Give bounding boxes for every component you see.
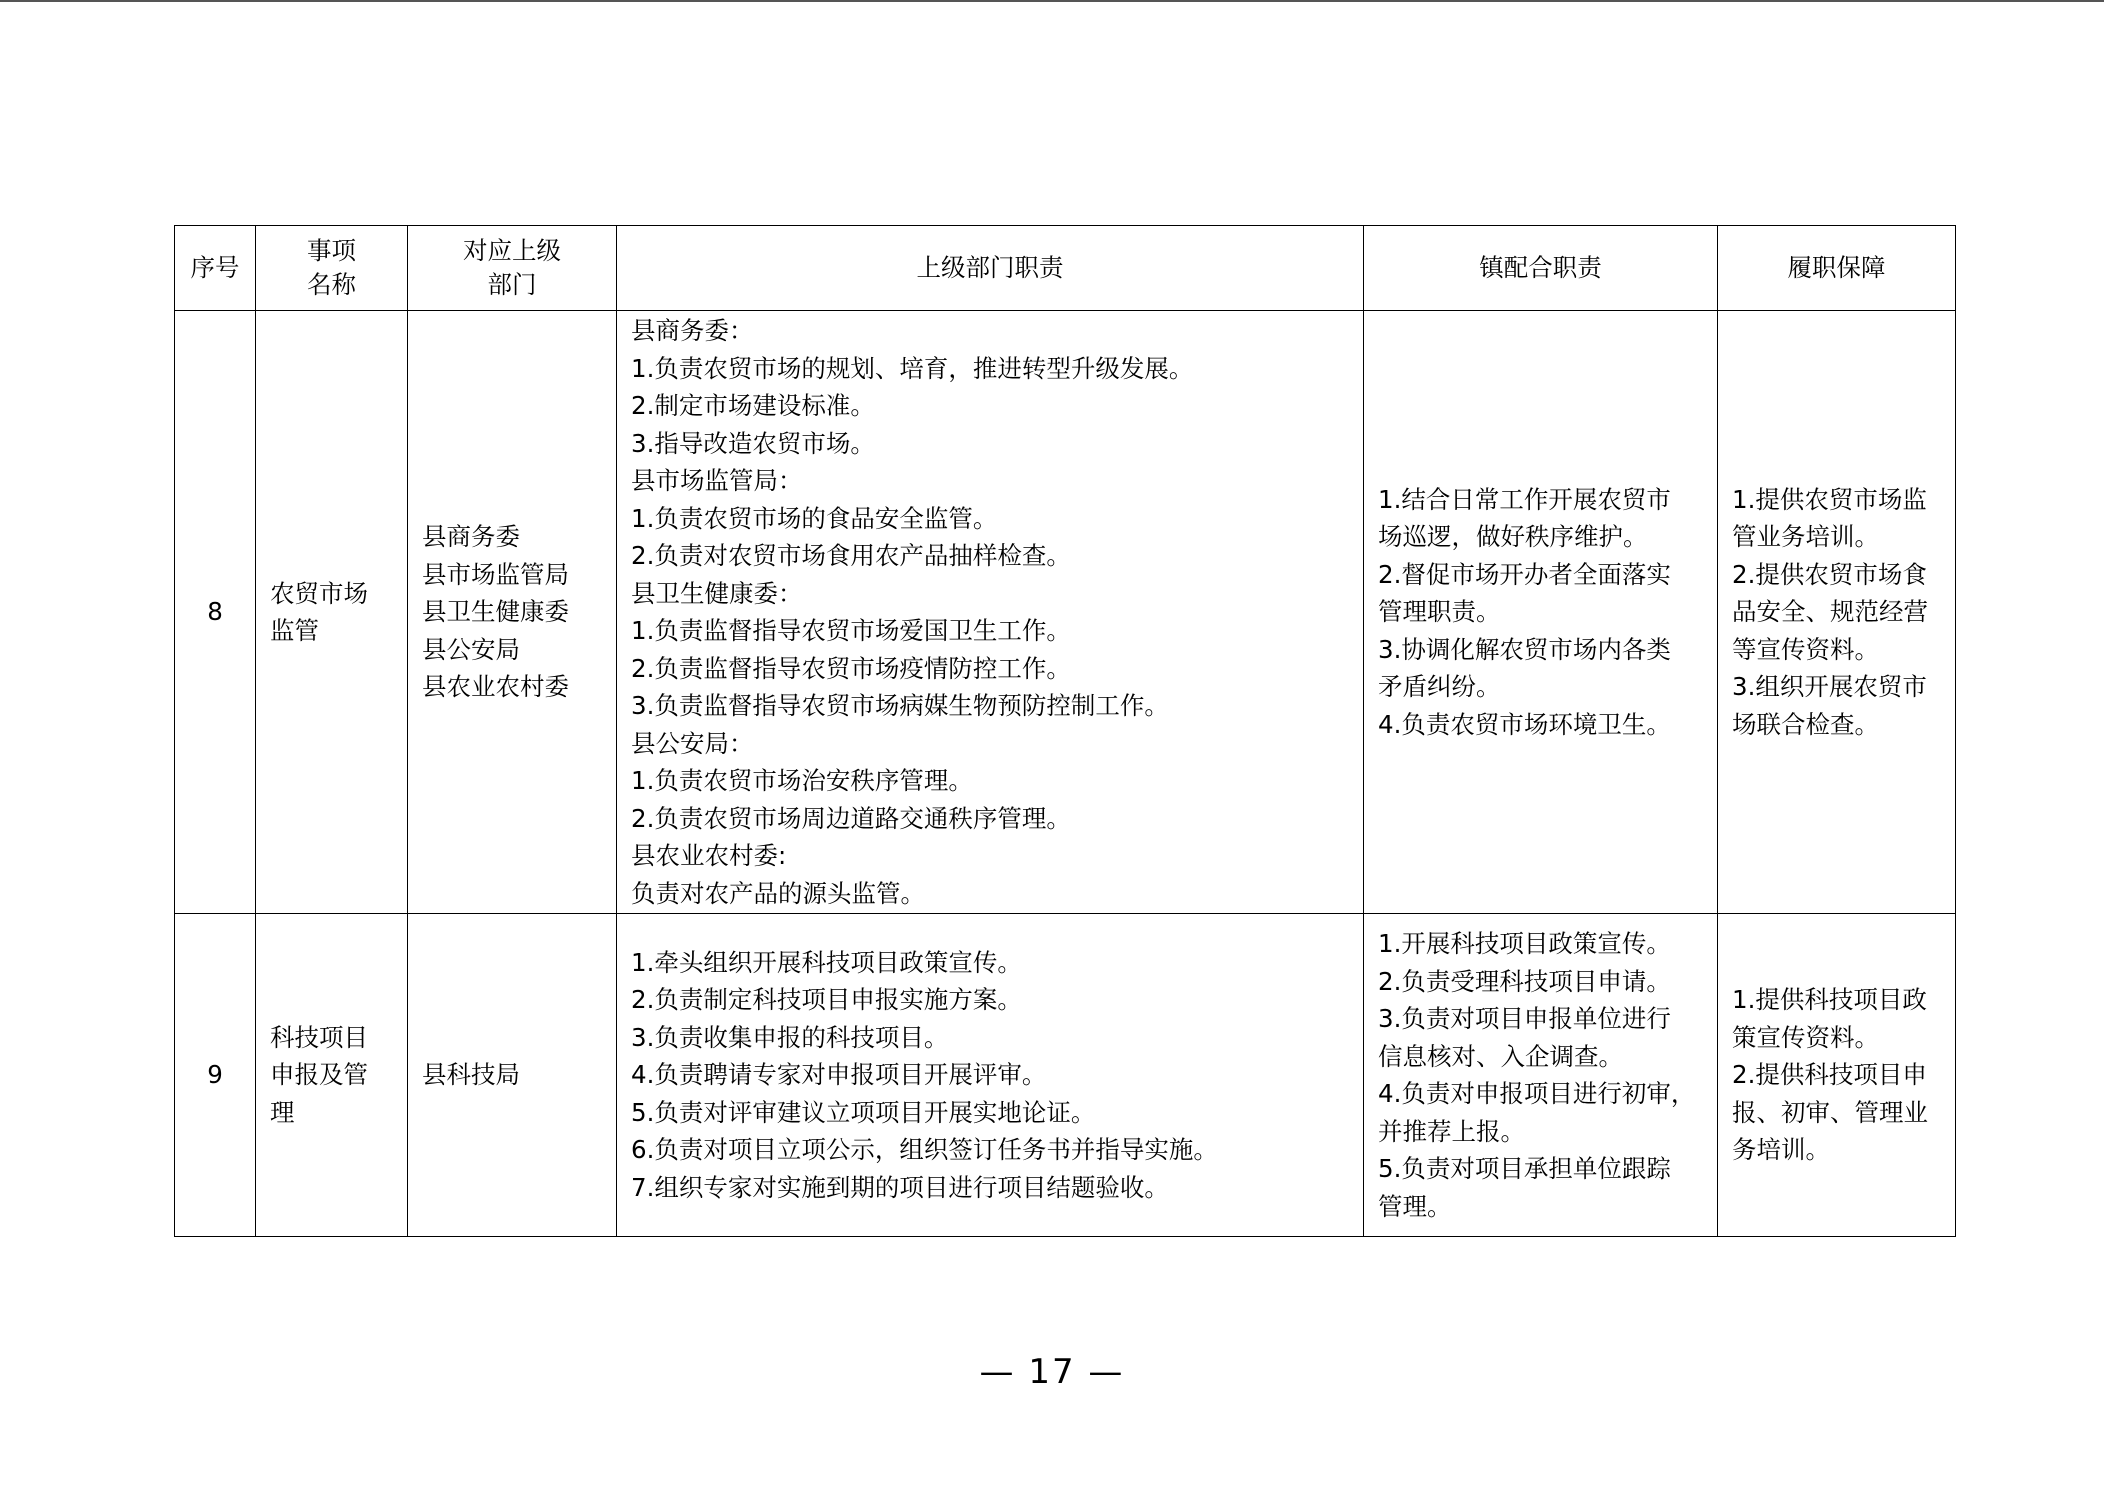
header-superior-dept [408,226,617,311]
cell-line: 县卫生健康委 [422,597,569,627]
cell-line: 场联合检查。 [1732,709,1879,739]
cell-line: 管业务培训。 [1732,522,1879,552]
table-header-row [175,226,1956,311]
cell-line: 1.牵头组织开展科技项目政策宣传。 [631,947,1022,977]
item-name-cell [256,311,408,914]
cell-line: 1.负责监督指导农贸市场爱国卫生工作。 [631,616,1071,645]
cell-line: 县农业农村委: [631,841,787,870]
cell-line: 2.制定市场建设标准。 [631,391,875,420]
cell-line: 3.负责对项目申报单位进行 [1378,1004,1671,1033]
header-town-duties [1364,226,1718,311]
cell-line: 场巡逻，做好秩序维护。 [1378,522,1648,552]
cell-line: 品安全、规范经营 [1732,597,1928,627]
cell-line: 履职保障 [1787,253,1886,282]
cell-line: 4.负责聘请专家对申报项目开展评审。 [631,1060,1047,1090]
cell-line: 矛盾纠纷。 [1378,672,1501,702]
cell-line: 1.结合日常工作开展农贸市 [1378,484,1671,514]
row-index-cell: 8 [175,311,256,914]
cell-line: 5.负责对评审建议立项项目开展实地论证。 [631,1097,1096,1127]
cell-line: 事项 [307,236,356,265]
cell-line: 1.负责农贸市场治安秩序管理。 [631,766,973,795]
superior-duties-cell [617,914,1364,1237]
cell-line: 3.指导改造农贸市场。 [631,428,875,458]
cell-line: 序号 [190,253,240,282]
header-guarantee [1718,226,1956,311]
cell-line: 报、初审、管理业 [1732,1097,1928,1127]
town-duties-cell [1364,914,1718,1237]
header-superior-duties [617,226,1364,311]
cell-line: 对应上级 [463,236,561,265]
item-name-cell [256,914,408,1237]
cell-line: 2.督促市场开办者全面落实 [1378,559,1671,589]
superior-duties-cell [617,311,1364,914]
superior-dept-cell [408,311,617,914]
cell-line: 2.负责受理科技项目申请。 [1378,966,1671,996]
cell-line: 2.负责监督指导农贸市场疫情防控工作。 [631,653,1071,683]
cell-line: 策宣传资料。 [1732,1022,1879,1052]
table-row [175,914,1956,1237]
cell-line: 1.提供科技项目政 [1732,985,1927,1015]
cell-line: 等宣传资料。 [1732,634,1879,664]
cell-line: 并推荐上报。 [1378,1116,1525,1146]
cell-line: 县农业农村委 [422,672,569,702]
cell-line: 农贸市场 [270,578,368,608]
cell-line: 3.负责监督指导农贸市场病媒生物预防控制工作。 [631,691,1169,720]
cell-line: 镇配合职责 [1479,253,1602,282]
cell-line: 4.负责农贸市场环境卫生。 [1378,709,1671,739]
cell-line: 县卫生健康委： [631,578,803,608]
header-index [175,226,256,311]
cell-line: 1.负责农贸市场的食品安全监管。 [631,503,998,533]
cell-line: 务培训。 [1732,1135,1830,1165]
duty-table [174,225,1956,1237]
guarantee-cell [1718,914,1956,1237]
page-top-rule [0,0,2104,2]
cell-line: 3.负责收集申报的科技项目。 [631,1022,949,1052]
cell-line: 监管 [270,616,319,645]
cell-line: 信息核对、入企调查。 [1378,1041,1623,1071]
cell-line: 2.负责对农贸市场食用农产品抽样检查。 [631,541,1071,570]
cell-line: 6.负责对项目立项公示，组织签订任务书并指导实施。 [631,1135,1218,1165]
table-row [175,311,1956,914]
cell-line: 1.提供农贸市场监 [1732,484,1927,514]
cell-line: 名称 [307,270,356,299]
cell-line: 管理职责。 [1378,597,1501,627]
cell-line: 理 [270,1097,295,1127]
cell-line: 7.组织专家对实施到期的项目进行项目结题验收。 [631,1172,1169,1202]
cell-line: 县公安局 [422,634,520,664]
cell-line: 县科技局 [422,1060,520,1090]
row-index-cell: 9 [175,914,256,1237]
cell-line: 4.负责对申报项目进行初审， [1378,1079,1696,1108]
cell-line: 县市场监管局： [631,466,803,495]
cell-line: 2.提供科技项目申 [1732,1060,1927,1090]
cell-line: 负责对农产品的源头监管。 [631,878,925,908]
cell-line: 县商务委： [631,316,754,345]
superior-dept-cell [408,914,617,1237]
cell-line: 2.负责农贸市场周边道路交通秩序管理。 [631,803,1071,833]
cell-line: 上级部门职责 [916,253,1064,282]
cell-line: 1.负责农贸市场的规划、培育，推进转型升级发展。 [631,353,1194,383]
cell-line: 县市场监管局 [422,559,569,589]
cell-line: 申报及管 [270,1060,368,1090]
cell-line: 2.提供农贸市场食 [1732,559,1927,589]
cell-line: 县商务委 [422,522,520,552]
cell-line: 1.开展科技项目政策宣传。 [1378,929,1671,958]
cell-line: 2.负责制定科技项目申报实施方案。 [631,985,1022,1015]
header-item-name [256,226,408,311]
cell-line: 部门 [487,270,537,299]
page-number: — 17 — [979,1352,1125,1392]
cell-line: 5.负责对项目承担单位跟踪 [1378,1154,1671,1183]
town-duties-cell [1364,311,1718,914]
cell-line: 县公安局： [631,728,754,758]
cell-line: 科技项目 [270,1022,368,1052]
guarantee-cell [1718,311,1956,914]
cell-line: 管理。 [1378,1191,1452,1221]
cell-line: 3.协调化解农贸市场内各类 [1378,634,1671,664]
cell-line: 3.组织开展农贸市 [1732,672,1927,702]
